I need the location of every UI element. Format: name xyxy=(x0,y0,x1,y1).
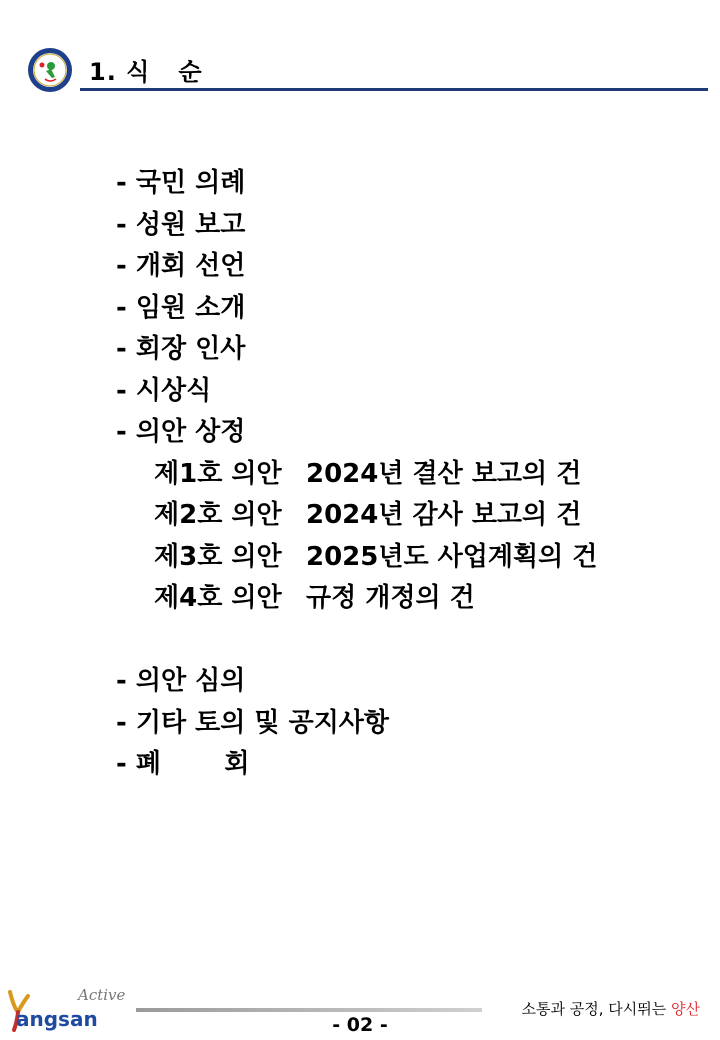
agenda-list xyxy=(116,163,597,786)
association-emblem xyxy=(27,47,73,93)
bill-number: 제2호 의안 xyxy=(154,500,282,530)
logo-tag: Active xyxy=(78,986,126,1004)
bill-title: 2025년도 사업계획의 건 xyxy=(306,541,598,572)
agenda-item: - 임원 소개 xyxy=(116,292,246,323)
bill-title: 2024년 결산 보고의 건 xyxy=(306,458,582,489)
bill-title: 규정 개정의 건 xyxy=(306,583,475,613)
agenda-item: - 개회 선언 xyxy=(116,251,246,281)
agenda-item: - 의안 상정 xyxy=(116,417,246,447)
bill-item xyxy=(116,454,597,496)
agenda-item: - 의안 심의 xyxy=(116,666,246,696)
page-number: - 02 - xyxy=(332,1014,388,1036)
agenda-item: - 회장 인사 xyxy=(116,334,246,364)
agenda-item: - 성원 보고 xyxy=(116,209,246,240)
slogan-main: 소통과 공정, 다시뛰는 xyxy=(521,1000,672,1018)
logo-word: angsan xyxy=(16,1007,98,1031)
section-title: 1. 식 순 xyxy=(89,58,203,86)
agenda-item: - 기타 토의 및 공지사항 xyxy=(116,707,390,738)
bill-item xyxy=(116,495,597,537)
bill-number: 제1호 의안 xyxy=(154,458,282,489)
slogan-accent: 양산 xyxy=(671,1000,700,1018)
agenda-item: - 시상식 xyxy=(116,375,212,406)
title-underline xyxy=(80,88,708,91)
bill-number: 제3호 의안 xyxy=(154,541,282,572)
footer-rule xyxy=(136,1008,482,1012)
bill-item xyxy=(116,578,597,620)
agenda-item: - 국민 의례 xyxy=(116,168,246,198)
agenda-item: - 폐 회 xyxy=(116,749,250,779)
bill-title: 2024년 감사 보고의 건 xyxy=(306,500,582,530)
bill-item xyxy=(116,537,597,579)
spacer xyxy=(116,620,597,662)
bill-number: 제4호 의안 xyxy=(154,583,282,613)
